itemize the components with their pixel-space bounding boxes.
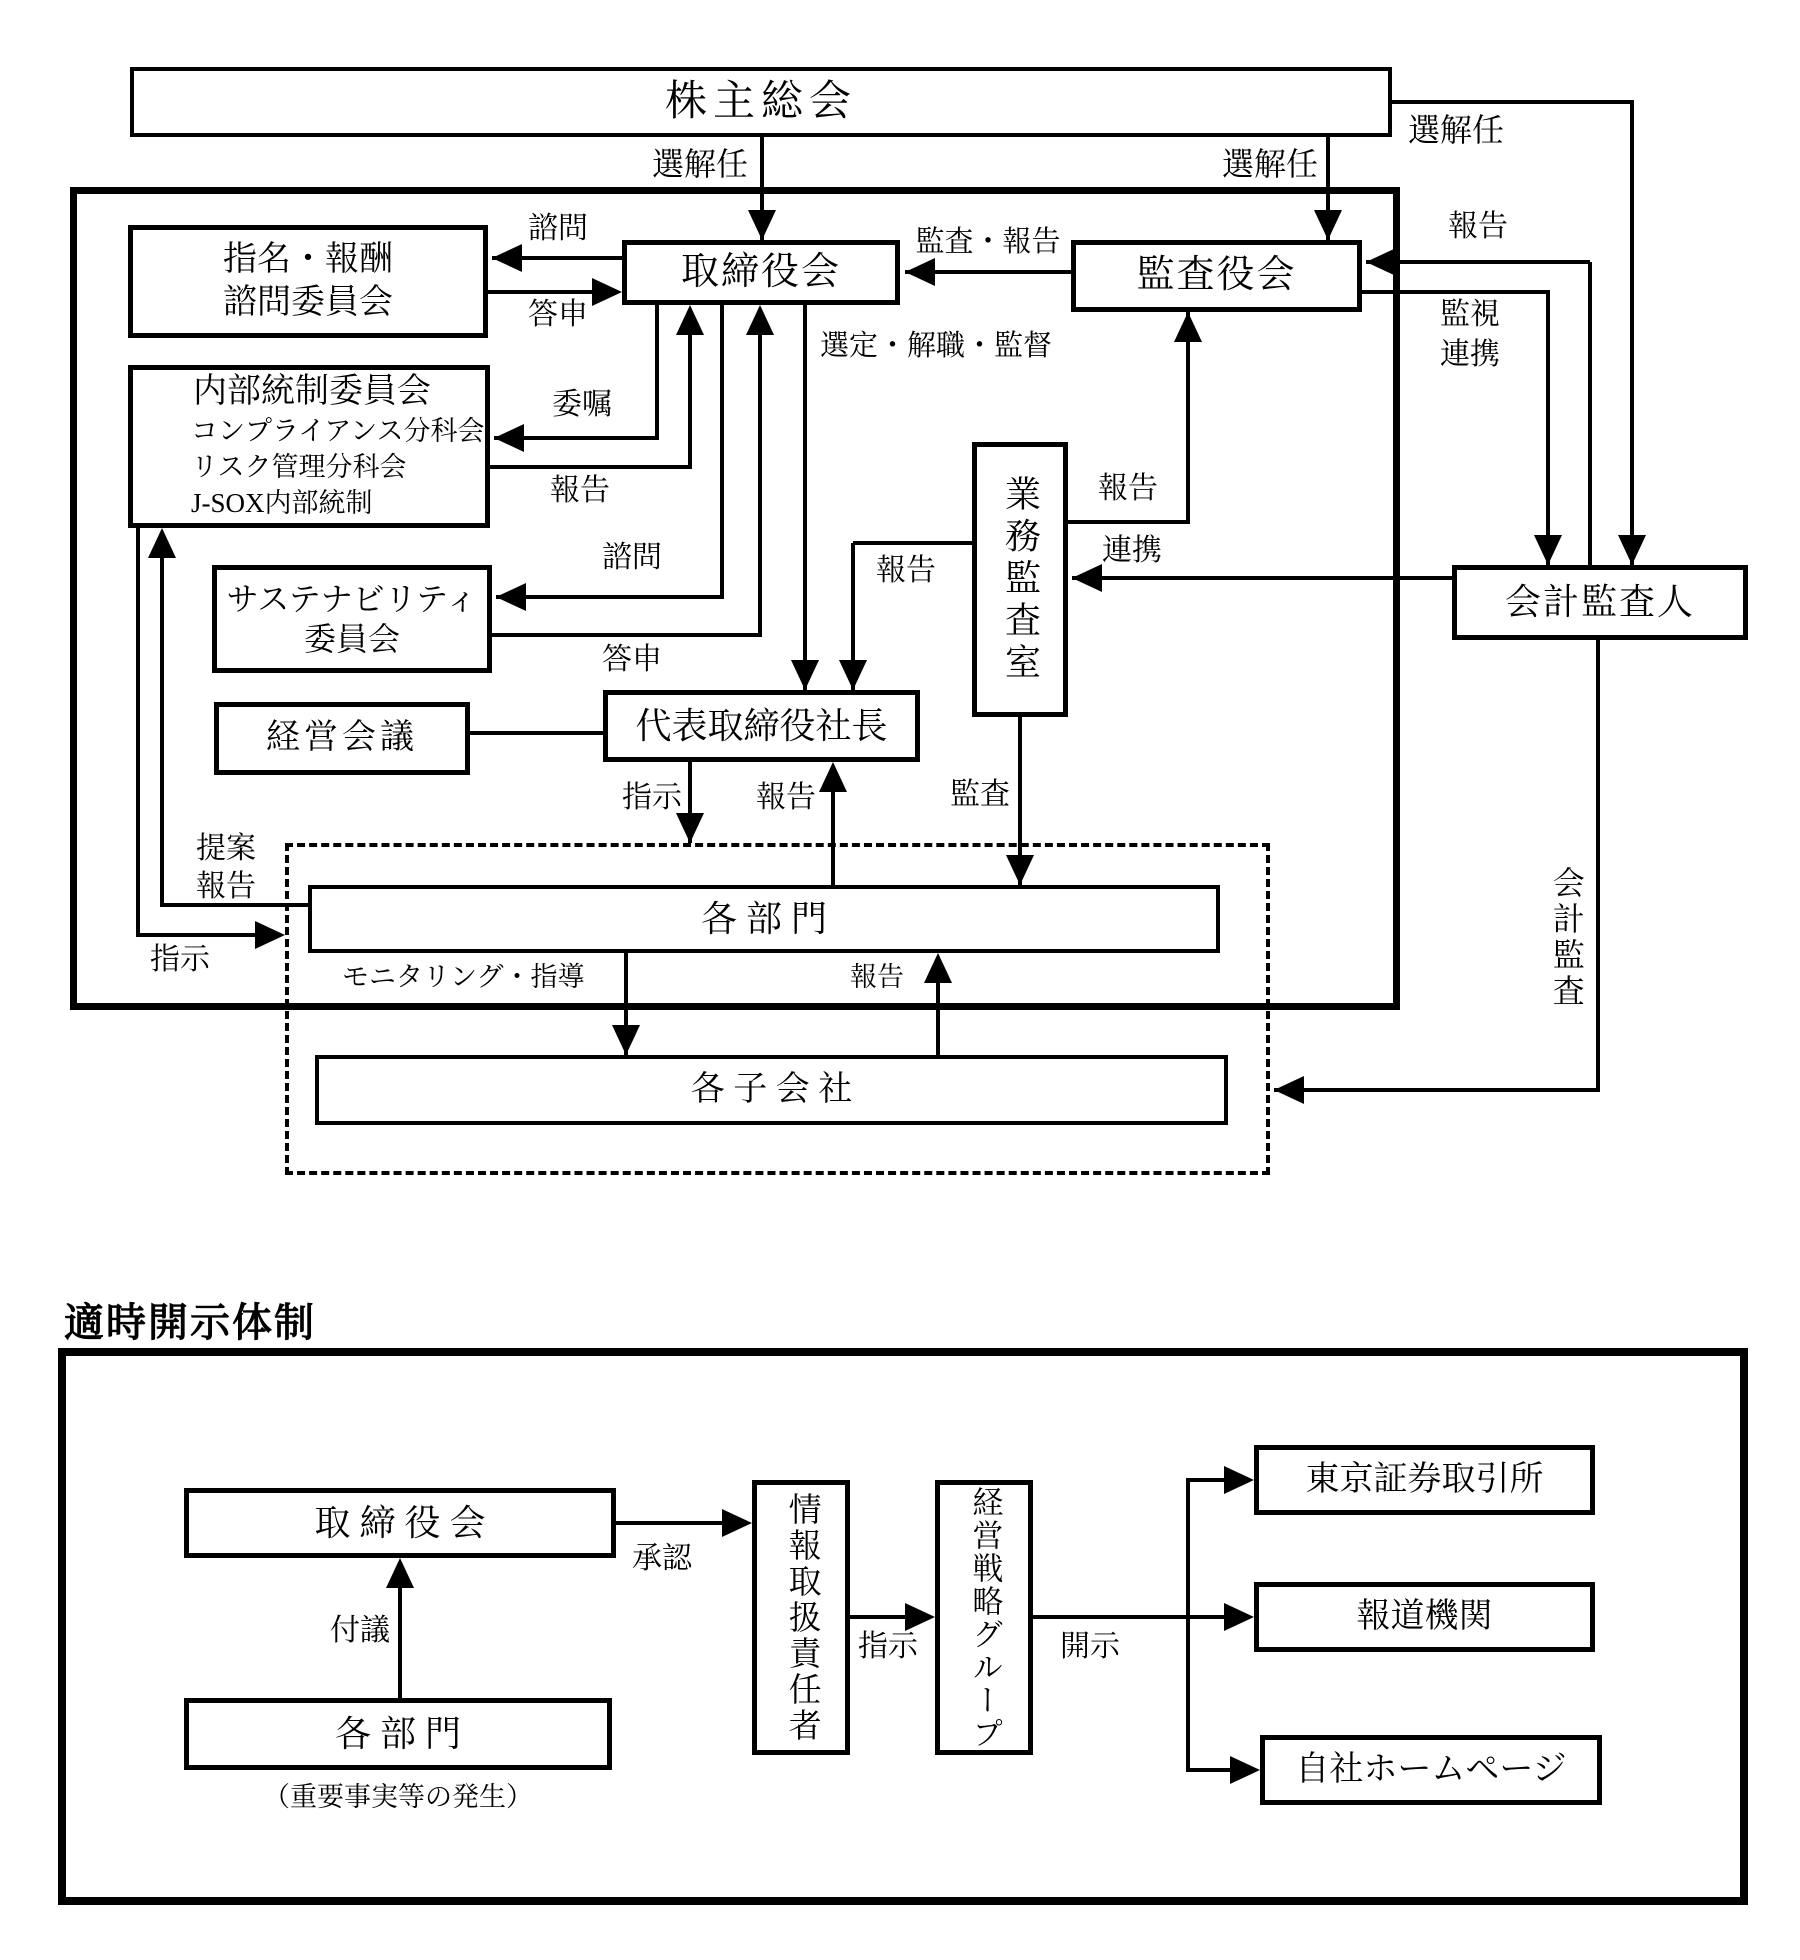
management-meeting-label: 経営会議 <box>266 719 418 757</box>
board-of-directors-label: 取締役会 <box>680 250 841 293</box>
auditor-hokoku-hline <box>1366 260 1590 264</box>
fugi-arrowhead <box>386 1558 414 1588</box>
kaiji-branch-top-line <box>1186 1478 1224 1482</box>
sentei-label: 選定・解職・監督 <box>820 330 1053 362</box>
senkainin-left-label: 選解任 <box>652 146 749 182</box>
subsidiaries-box <box>315 1055 1228 1125</box>
ic-hokoku-label: 報告 <box>550 474 610 507</box>
kaiji-branch-bottom-line <box>1186 1768 1230 1772</box>
toshin-sustain-label: 答申 <box>602 643 662 676</box>
toshin-sustain-vline <box>758 309 762 635</box>
senkainin-right-vline <box>1630 100 1634 565</box>
ic-shiji-arrowhead <box>255 921 285 949</box>
strategy-group-box <box>935 1480 1033 1755</box>
disclosure-shiji-line <box>850 1615 909 1619</box>
toshin-sustain-arrowhead <box>746 305 774 335</box>
sustainability-line1: サステナビリティ <box>226 581 478 617</box>
renkei-arrowhead <box>1072 564 1102 592</box>
sentei-arrowhead <box>791 660 819 690</box>
auditor-hokoku-vline <box>1588 262 1592 565</box>
shimon-nomination-arrowhead <box>492 244 522 272</box>
disclosure-board-label: 取 締 役 会 <box>314 1502 486 1543</box>
office-president-label: 報告 <box>876 554 936 587</box>
shimon-sustain-hline <box>496 595 724 599</box>
sub-dept-label: 報告 <box>850 962 904 992</box>
disclosure-departments-label: 各 部 門 <box>334 1713 461 1754</box>
kaikei-kansa-hline <box>1274 1088 1600 1092</box>
ic-shiji-label: 指示 <box>150 943 210 976</box>
shimon-sustain-arrowhead <box>496 583 526 611</box>
nomination-committee-line2: 諮問委員会 <box>223 283 393 321</box>
monitoring-arrowhead <box>612 1025 640 1055</box>
kanshi-renkei-arrowhead <box>1534 535 1562 565</box>
internal-control-title: 内部統制委員会 <box>193 373 431 411</box>
ishoku-vline <box>655 305 659 440</box>
senkainin-mid-arrowhead <box>1314 210 1342 240</box>
nomination-committee-box <box>128 225 488 338</box>
internal-control-sub3: J-SOX内部統制 <box>191 487 373 518</box>
office-president-hline <box>853 541 972 545</box>
website-label: 自社ホームページ <box>1295 1750 1567 1788</box>
timely-disclosure-title: 適時開示体制 <box>64 1300 316 1345</box>
sustainability-committee-box <box>212 565 492 673</box>
ic-hokoku-arrowhead <box>676 305 704 335</box>
kaikei-kansa-vline <box>1596 640 1600 1092</box>
teian-vline <box>160 532 164 907</box>
kanshi-label: 監視 <box>1440 298 1500 331</box>
kaiji-label: 開示 <box>1060 1630 1120 1663</box>
president-shiji-label: 指示 <box>622 781 682 814</box>
subsidiaries-label: 各 子 会 社 <box>690 1070 853 1108</box>
senkainin-right-hline <box>1392 100 1634 104</box>
info-manager-label: 情報取扱責任者 <box>783 1491 820 1744</box>
press-label: 報道機関 <box>1356 1597 1493 1635</box>
sub-dept-arrowhead <box>924 953 952 983</box>
kaikei-kansa-label: 会計監査 <box>1548 866 1585 1010</box>
tse-box <box>1254 1445 1595 1515</box>
accounting-auditor-label: 会計監査人 <box>1504 582 1695 622</box>
nomination-committee-line1: 指名・報酬 <box>223 241 393 278</box>
shonin-label: 承認 <box>632 1542 692 1575</box>
teian-hokoku-label: 報告 <box>196 870 256 903</box>
kaiji-press-arrowhead <box>1224 1603 1254 1631</box>
senkainin-mid-label: 選解任 <box>1222 146 1319 182</box>
shimon-sustain-label: 諮問 <box>602 541 662 574</box>
audit-board-box <box>1071 240 1362 312</box>
departments-box <box>308 885 1220 953</box>
info-manager-box <box>752 1480 850 1755</box>
kansa-office-arrowhead <box>1006 855 1034 885</box>
ic-shiji-hline <box>136 933 260 937</box>
kaiji-branch-vline <box>1186 1478 1190 1772</box>
office-auditboard-label: 報告 <box>1098 472 1158 505</box>
sentei-line <box>803 305 807 690</box>
dept-president-label: 報告 <box>756 781 816 814</box>
senkainin-right-arrowhead <box>1618 535 1646 565</box>
departments-label: 各 部 門 <box>700 898 827 939</box>
internal-audit-office-label: 業務監査室 <box>1000 474 1041 685</box>
internal-control-sub2: リスク管理分科会 <box>191 451 407 482</box>
fugi-label: 付議 <box>330 1614 390 1647</box>
president-box <box>603 690 920 762</box>
president-label: 代表取締役社長 <box>635 705 888 746</box>
ic-shiji-vline <box>136 528 140 937</box>
internal-audit-office-box <box>972 442 1068 717</box>
shimon-nomination-label: 諮問 <box>528 212 588 245</box>
kanshi-renkei-hline <box>1362 290 1550 294</box>
internal-control-committee-box <box>128 365 490 528</box>
office-auditboard-arrowhead <box>1174 312 1202 342</box>
board-of-directors-box <box>622 240 900 305</box>
teian-label: 提案 <box>196 832 256 865</box>
kansa-office-label: 監査 <box>950 778 1010 811</box>
disclosure-shiji-label: 指示 <box>858 1630 918 1663</box>
internal-control-sub1: コンプライアンス分科会 <box>191 415 485 446</box>
kansa-hokoku-label: 監査・報告 <box>915 226 1061 258</box>
kaiji-tse-arrowhead <box>1224 1466 1254 1494</box>
auditor-hokoku-arrowhead <box>1366 248 1396 276</box>
disclosure-shiji-arrowhead <box>905 1603 935 1631</box>
monitoring-label: モニタリング・指導 <box>342 962 585 992</box>
kaiji-website-arrowhead <box>1230 1756 1260 1784</box>
senkainin-left-arrowhead <box>748 210 776 240</box>
auditor-hokoku-label: 報告 <box>1448 210 1508 243</box>
kansa-hokoku-arrowhead <box>905 258 935 286</box>
dept-president-arrowhead <box>819 762 847 792</box>
ic-hokoku-hline <box>490 465 692 469</box>
senkainin-right-label: 選解任 <box>1408 112 1505 148</box>
disclosure-departments-box <box>184 1698 612 1770</box>
sustainability-line2: 委員会 <box>303 621 400 657</box>
shareholders-box <box>130 67 1392 137</box>
website-box <box>1260 1735 1602 1805</box>
shonin-arrowhead <box>722 1509 752 1537</box>
toshin-sustain-hline <box>492 633 762 637</box>
audit-board-label: 監査役会 <box>1136 254 1297 297</box>
disclosure-board-box <box>184 1488 616 1558</box>
toshin-nomination-label: 答申 <box>528 298 588 331</box>
important-facts-note: （重要事実等の発生） <box>263 1782 533 1812</box>
renkei-kanshi-label: 連携 <box>1440 338 1500 371</box>
kaiji-main-line <box>1033 1615 1224 1619</box>
kaikei-kansa-arrowhead <box>1274 1076 1304 1104</box>
renkei-label: 連携 <box>1102 534 1162 567</box>
strategy-group-label: 経営戦略グループ <box>967 1485 1003 1750</box>
office-auditboard-vline <box>1186 312 1190 524</box>
ishoku-label: 委嘱 <box>552 388 612 421</box>
management-meeting-box <box>214 702 470 775</box>
president-shiji-arrowhead <box>676 813 704 843</box>
tse-label: 東京証券取引所 <box>1305 1460 1544 1498</box>
press-box <box>1254 1582 1595 1652</box>
office-auditboard-hline <box>1068 520 1188 524</box>
toshin-nomination-arrowhead <box>592 278 622 306</box>
shonin-line <box>616 1521 726 1525</box>
office-president-arrowhead <box>839 660 867 690</box>
shimon-sustain-vline <box>720 305 724 599</box>
renkei-line <box>1072 576 1452 580</box>
shareholders-label: 株主総会 <box>664 78 857 125</box>
kanshi-renkei-vline <box>1546 290 1550 565</box>
ishoku-arrowhead <box>494 424 524 452</box>
teian-arrowhead <box>148 528 176 558</box>
meeting-president-connector <box>470 731 603 735</box>
accounting-auditor-box <box>1452 565 1748 640</box>
